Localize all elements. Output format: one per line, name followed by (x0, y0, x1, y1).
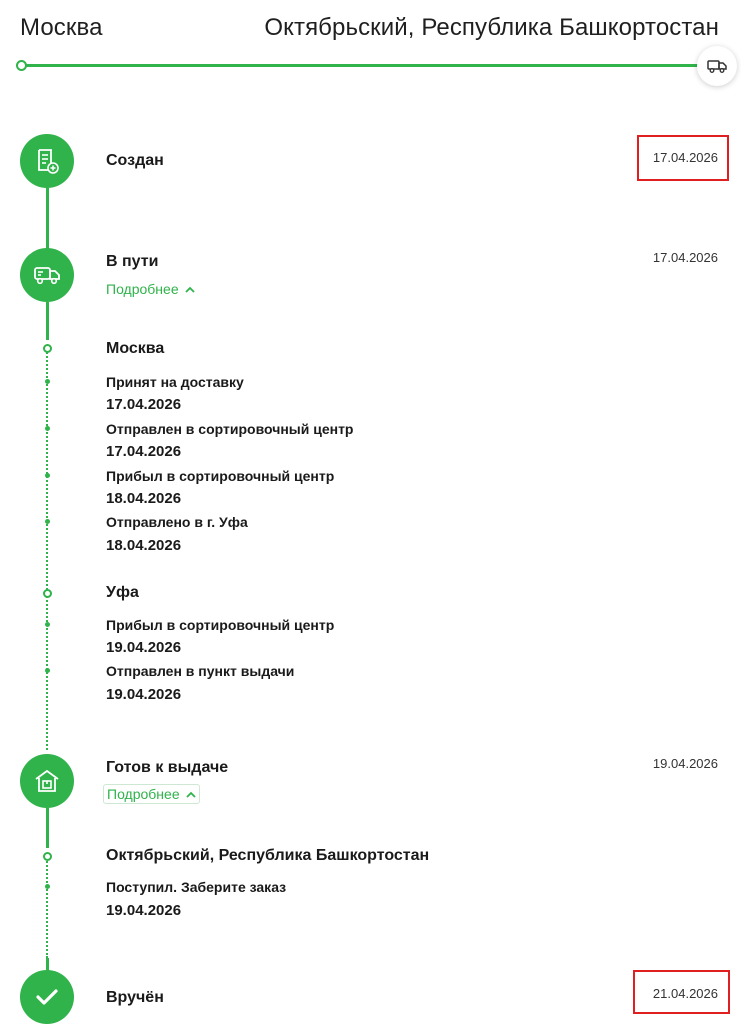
event-text: Прибыл в сортировочный центр (106, 617, 335, 633)
timeline-line (46, 188, 49, 252)
event-date: 19.04.2026 (106, 686, 182, 703)
check-icon (34, 986, 60, 1008)
transit-details-toggle[interactable] (106, 281, 195, 297)
chevron-up-icon (185, 286, 195, 293)
city-marker (43, 344, 52, 353)
step-created-title: Создан (106, 152, 164, 169)
truck-icon (707, 58, 727, 74)
event-text: Отправлен в пункт выдачи (106, 663, 295, 679)
event-date: 19.04.2026 (106, 639, 182, 656)
route-start-marker (16, 60, 27, 71)
timeline-dotted-line (46, 858, 48, 958)
ready-details-toggle[interactable] (103, 784, 200, 804)
event-date: 17.04.2026 (106, 396, 182, 413)
step-created-marker (20, 134, 74, 188)
pickup-point-icon (33, 767, 61, 795)
event-marker (45, 668, 50, 673)
route-truck-marker (697, 46, 737, 86)
city-marker (43, 589, 52, 598)
event-text: Прибыл в сортировочный центр (106, 468, 335, 484)
timeline-dotted-line (46, 345, 48, 750)
city-marker (43, 852, 52, 861)
city-name: Октябрьский, Республика Башкортостан (106, 847, 430, 864)
event-date: 17.04.2026 (106, 443, 182, 460)
route-progress-bar (20, 64, 700, 67)
step-transit-marker (20, 248, 74, 302)
step-ready-title: Готов к выдаче (106, 759, 229, 776)
toggle-label: Подробнее (107, 786, 180, 802)
event-text: Поступил. Заберите заказ (106, 879, 287, 895)
event-text: Отправлен в сортировочный центр (106, 421, 354, 437)
step-created-date: 17.04.2026 (652, 150, 718, 165)
step-delivered-marker (20, 970, 74, 1024)
event-marker (45, 379, 50, 384)
route-origin: Москва (20, 14, 103, 41)
step-ready-marker (20, 754, 74, 808)
event-marker (45, 426, 50, 431)
event-date: 19.04.2026 (106, 902, 182, 919)
timeline-line (46, 808, 49, 848)
event-marker (45, 622, 50, 627)
highlight-box (633, 970, 730, 1014)
document-add-icon (32, 146, 62, 176)
event-date: 18.04.2026 (106, 537, 182, 554)
chevron-up-icon (186, 791, 196, 798)
step-delivered-date: 21.04.2026 (652, 986, 718, 1001)
city-name: Москва (106, 340, 165, 357)
event-text: Отправлено в г. Уфа (106, 514, 248, 530)
step-transit-title: В пути (106, 253, 159, 270)
highlight-box (637, 135, 729, 181)
timeline-line (46, 302, 49, 340)
truck-icon (33, 264, 61, 286)
event-text: Принят на доставку (106, 374, 244, 390)
step-transit-date: 17.04.2026 (652, 250, 718, 265)
toggle-label: Подробнее (106, 281, 179, 297)
event-marker (45, 519, 50, 524)
city-name: Уфа (106, 584, 139, 601)
event-date: 18.04.2026 (106, 490, 182, 507)
route-destination: Октябрьский, Республика Башкортостан (264, 14, 719, 41)
event-marker (45, 884, 50, 889)
step-delivered-title: Вручён (106, 989, 164, 1006)
event-marker (45, 473, 50, 478)
step-ready-date: 19.04.2026 (652, 756, 718, 771)
